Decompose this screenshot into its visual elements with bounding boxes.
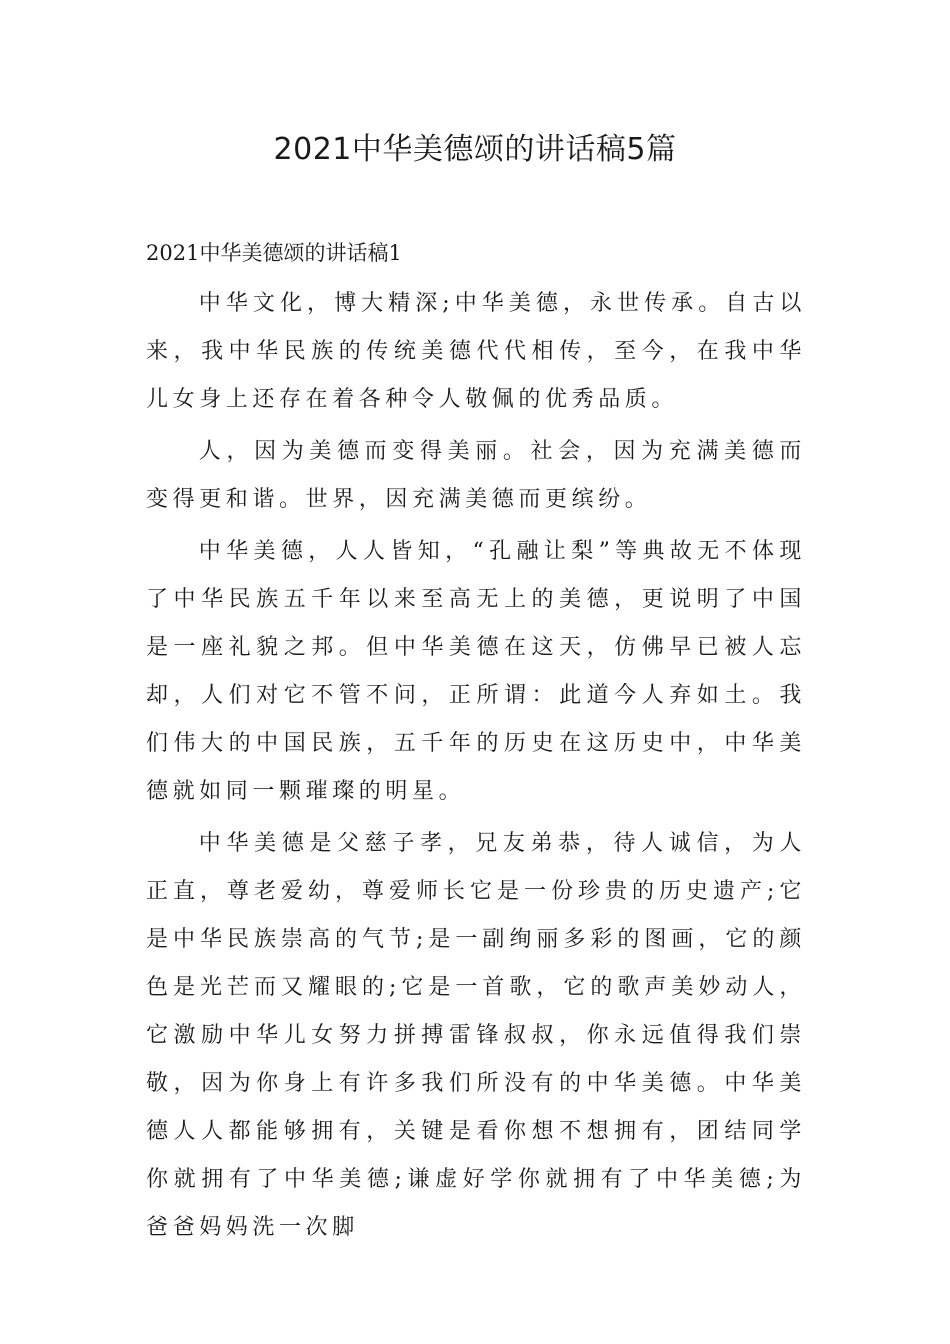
- paragraph-4: 中华美德是父慈子孝，兄友弟恭，待人诚信，为人正直，尊老爱幼，尊爱师长它是一份珍贵的历史遗产;它是中华民族崇高的气节;是一副绚丽多彩的图画，它的颜色是光芒而又耀眼的;它是一首歌，它的歌声美妙动人，它激励中华儿女努力拼搏雷锋叔叔，你永远值得我们崇敬，因为你身上有许多我们所没有的中华美德。中华美德人人都能够拥有，关键是看你想不想拥有，团结同学你就拥有了中华美德;谦虚好学你就拥有了中华美德;为爸爸妈妈洗一次脚: [146, 831, 806, 1240]
- document-title: 2021中华美德颂的讲话稿5篇: [273, 132, 677, 167]
- section-heading: 2021中华美德颂的讲话稿1: [146, 241, 402, 265]
- paragraph-1: 中华文化，博大精深;中华美德，永世传承。自古以来，我中华民族的传统美德代代相传，至今，在我中华儿女身上还存在着各种令人敬佩的优秀品质。: [146, 291, 806, 412]
- paragraph-2: 人，因为美德而变得美丽。社会，因为充满美德而变得更和谐。世界，因充满美德而更缤纷。: [146, 439, 806, 512]
- paragraph-3: 中华美德，人人皆知，“孔融让梨”等典故无不体现了中华民族五千年以来至高无上的美德，更说明了中国是一座礼貌之邦。但中华美德在这天，仿佛早已被人忘却，人们对它不管不问，正所谓：此道今人弃如土。我们伟大的中国民族，五千年的历史在这历史中，中华美德就如同一颗璀璨的明星。: [146, 539, 806, 804]
- document-body: [146, 280, 806, 1252]
